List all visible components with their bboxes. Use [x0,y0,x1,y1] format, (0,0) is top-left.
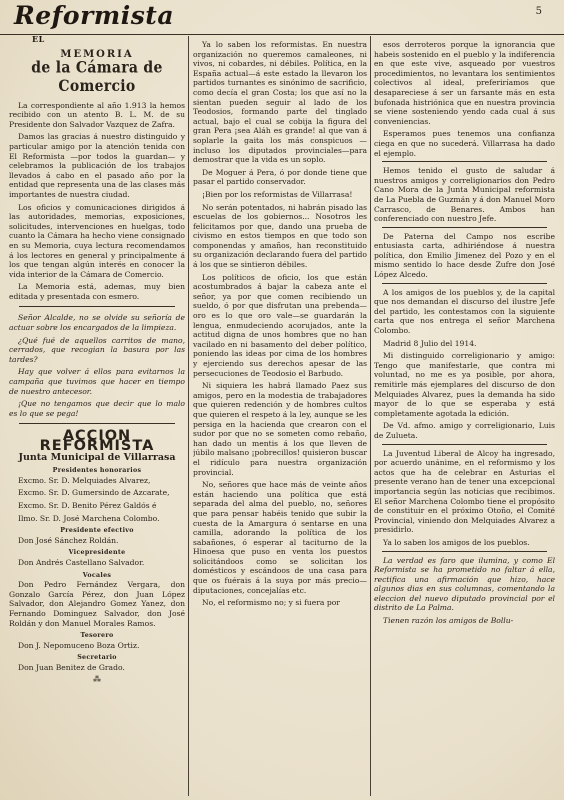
paragraph: A los amigos de los pueblos y, de la capital que nos demandan el discurso del ilustre Jefe del partido, les contestamos con la siguiente carta que nos entrega el señor Marchena Colombo. [374,287,555,336]
role-heading: Presidente efectivo [60,527,134,535]
paragraph: Hay que volver á ellos para evitarnos la campaña que tuvimos que hacer en tiempo de nuestro antecesor. [9,367,185,396]
paragraph: La correspondiente al año 1.913 la hemos recibido con un atento B. L. M. de su Presidente don Salvador Vazquez de Zafra. [9,100,185,129]
paragraph: Hemos tenido el gusto de saludar á nuestros amigos y correligionarios don Pedro Cano Mora de la Junta Municipal reformista de La Puebla de Guzmán y á don Manuel Moro Carrasco, de Benares. Ambos han conferenciado con nuestro Jefe. [374,166,555,224]
memoria-title: MEMORIA [60,49,134,60]
paragraph: Los oficios y comunicaciones dirigidos á las autoridades, memorias, exposiciones, solicitudes, intervenciones en huelgas, todo cuanto la Cámara ha hecho viene consignado en su Memoria, cuya lectura recomendamos á los lectores en general y principalmente á los que tengan algún interés en conocer la vida interior de la Cámara de Comercio. [9,202,185,279]
separator [19,423,175,424]
column-rule-2 [370,36,371,796]
role-heading: Tesorero [80,632,114,640]
masthead-title: Reformista [14,1,175,30]
separator [382,551,547,552]
paragraph: Tienen razón los amigos de Bollu- [383,616,514,626]
masthead-small: EL [32,34,45,44]
ornament-stars: ⁂ [93,675,101,685]
paragraph: Esperamos pues tenemos una confianza ciega en que no sucederá. Villarrasa ha dado el ejemplo. [374,129,555,158]
role-heading: Secretario [77,654,117,662]
paragraph: La Memoria está, ademas, muy bien editada y presentada con esmero. [9,282,185,301]
paragraph: Ya lo saben los reformistas. En nuestra organización no queremos camaleones, ni vivos, ni cobardes, ni débiles. Política, en la España actual—á este estado la llevaron los partidos turnantes es sinónimo de sacrificio, como decía el gran Costa; los que así no la sientan pueden seguir al lado de los Teodosios, formando parte del tinglado actual, bajo el cual se cobija la figura del gran Pera ¡sea Aláh es grande! al que van á soplarle la gaita los más conspicuos —incluso los diputados provinciales—para demostrar que la vida es un soplo. [193,40,367,165]
separator [382,444,547,445]
member-name: Excmo. Sr. D. Gumersindo de Azcarate, [18,488,170,498]
role-heading: Vicepresidente [68,549,126,557]
paragraph: La verdad es faro que ilumina, y como El Reformista se ha prometido no faltar á ella, rectifica una afirmación que hizo, hace algunos dias en sus columnas, comentando la eleccion del nuevo diputado provincial por el distrito de La Palma. [374,555,555,613]
masthead [14,1,175,44]
role-heading: Presidentes honorarios [52,467,142,475]
column-3 [374,40,555,794]
separator [382,161,547,162]
accion-subtitle: Junta Municipal de Villarrasa [18,451,176,463]
page-header [0,0,564,44]
column-1 [9,40,185,794]
paragraph: ¡Bien por los reformistas de Villarrasa! [202,189,353,199]
paragraph: Señor Alcalde, no se olvide su señoría de actuar sobre los encargados de la limpieza. [9,313,185,333]
paragraph: Ya lo saben los amigos de los pueblos. [383,537,530,547]
letter-date: Madrid 8 Julio del 1914. [383,338,477,348]
member-name: Don José Sánchez Roldán. [18,535,119,545]
member-name: Don Andrés Castellano Salvador. [18,557,145,567]
paragraph: Los políticos de oficio, los que están acostumbrados á bajar la cabeza ante el señor, ya por que comen recibiendo un sueldo, ó por que disfrutan una prebenda—oro es lo que oro vale—se guardarán la lengua, enmudeciendo acorujados, ante la actitud digna de unos hombres que no han vacilado en ni basamento del deber político, poniendo las ideas por cima de los hombres y ejerciendo sus derechos apesar de las persecuciones de Teodosio el Barbudo. [193,272,367,378]
role-heading: Vocales [82,571,112,579]
paragraph: No, señores que hace más de veinte años están haciendo una política que está separada del alma del pueblo, no, señores que para pensar habéis tenido que subir la cuesta de la Amargura ó sentarse en una camilla, adorando la política de los sabañones, ó esperar al taciturno de la Hinoesa que puso en venta los puestos solicitándoos como se solicitan los domésticos y escándoos de una casa para que os fuérais á la suya por más precio—diputaciones, concejalías etc. [193,480,367,595]
paragraph: La Juventud Liberal de Alcoy ha ingresado, por acuerdo unánime, en el reformismo y los actos que ha de celebrar en Asturias el presente verano han de tener una excepcional importancia según las noticias que recibimos. El señor Marchena Colombo tiene el propósito de constituir en el próximo Otoño, el Comité Provincial, viniendo don Melquiades Alvarez a presidirlo. [374,448,555,535]
paragraph: Damos las gracias á nuestro distinguido y particular amigo por la atención tenida con El Reformista —por todos la guardan— y celebramos la publicación de los trabajos llevados á cabo en el pasado año por la entidad que representa una de las clases más importantes de nuestra ciudad. [9,132,185,199]
member-name: Don J. Nepomuceno Boza Ortiz. [18,640,140,650]
letter-signature: De Vd. afmo. amigo y correligionario, Luis de Zulueta. [374,421,555,440]
separator [382,283,547,284]
paragraph: esos derroteros porque la ignorancia que habeis sostenido en el pueblo y la indiferencia en que este vive, asqueado por vuestros procedimientos, no levantara los sentimientos colectivos al ideal, preferiríamos que desapareciese á ser un farsante más en esta bufonada histriónica que en nuestra provincia se viene sosteniendo yendo cada cual á sus conveniencias. [374,40,555,126]
paragraph: De Moguer á Pera, ó por donde tiene que pasar el partido conservador. [193,167,367,187]
member-name: Don Juan Benitez de Grado. [18,662,125,672]
member-name: Don Pedro Fernández Vergara, don Gonzalo García Pérez, don Juan López Salvador, don Alejandro Gomez Yanez, don Fernando Dominguez Salvador, don José Roldán y don Manuel Morales Ramos. [9,580,185,628]
member-name: Ilmo. Sr. D. José Marchena Colombo. [18,513,160,523]
column-2 [193,40,367,794]
member-name: Excmo. Sr. D. Benito Pérez Galdós é [18,500,157,510]
accion-title: ACCION REFORMISTA [39,428,155,454]
paragraph: Mi distinguido correligionario y amigo: Tengo que manifestarle, que contra mi voluntad, no me es ya posible, por ahora, remitirle más ejemplares del discurso de don Melquiades Alvarez, pues la demanda ha sido mayor de lo que se esperaba y está completamente agotada la edición. [374,351,555,418]
paragraph: Ni siquiera les habrá llamado Paez sus amigos, pero en la modestia de trabajadores que quieren redención y de hombres cultos que quieren el respeto á la ley, aunque se les persiga en la hacienda que crearon con el sudor por que no se someten como rebaño, han dado un mentis á los que lleven de júbilo malsano ¡pobrecillos! quisieron buscar el ridículo para nuestra organización provincial. [193,381,367,477]
page-number: 5 [535,6,542,17]
paragraph: ¡Que no tengamos que decir que lo malo es lo que se pega! [9,399,185,418]
paragraph: De Paterna del Campo nos escribe entusiasta carta, adhiriéndose á nuestra política, don Emilio Jimenez del Pozo y en el mismo sentido lo hace desde Zufre don José López Alcedo. [374,231,555,280]
column-rule-1 [188,36,189,796]
paragraph: No, el reformismo no; y si fuera por [202,598,340,608]
paragraph: No serán potentados, ni habrán pisado las escuelas de los gobiernos... Nosotros les felicitamos por que, dando una prueba de civismo en estos tiempos en que todo son componendas y amaños, han reconstituido su organización declarando fuera del partido á los que se sintieron débiles. [193,202,367,270]
memoria-subtitle: de la Cámara de Comercio [31,58,163,95]
member-name: Excmo. Sr. D. Melquiades Alvarez, [18,475,151,485]
separator [19,306,175,307]
separator [382,227,547,228]
paragraph: ¿Qué fué de aquellos carritos de mano, cerrados, que recogian la basura por las tardes? [9,335,185,364]
